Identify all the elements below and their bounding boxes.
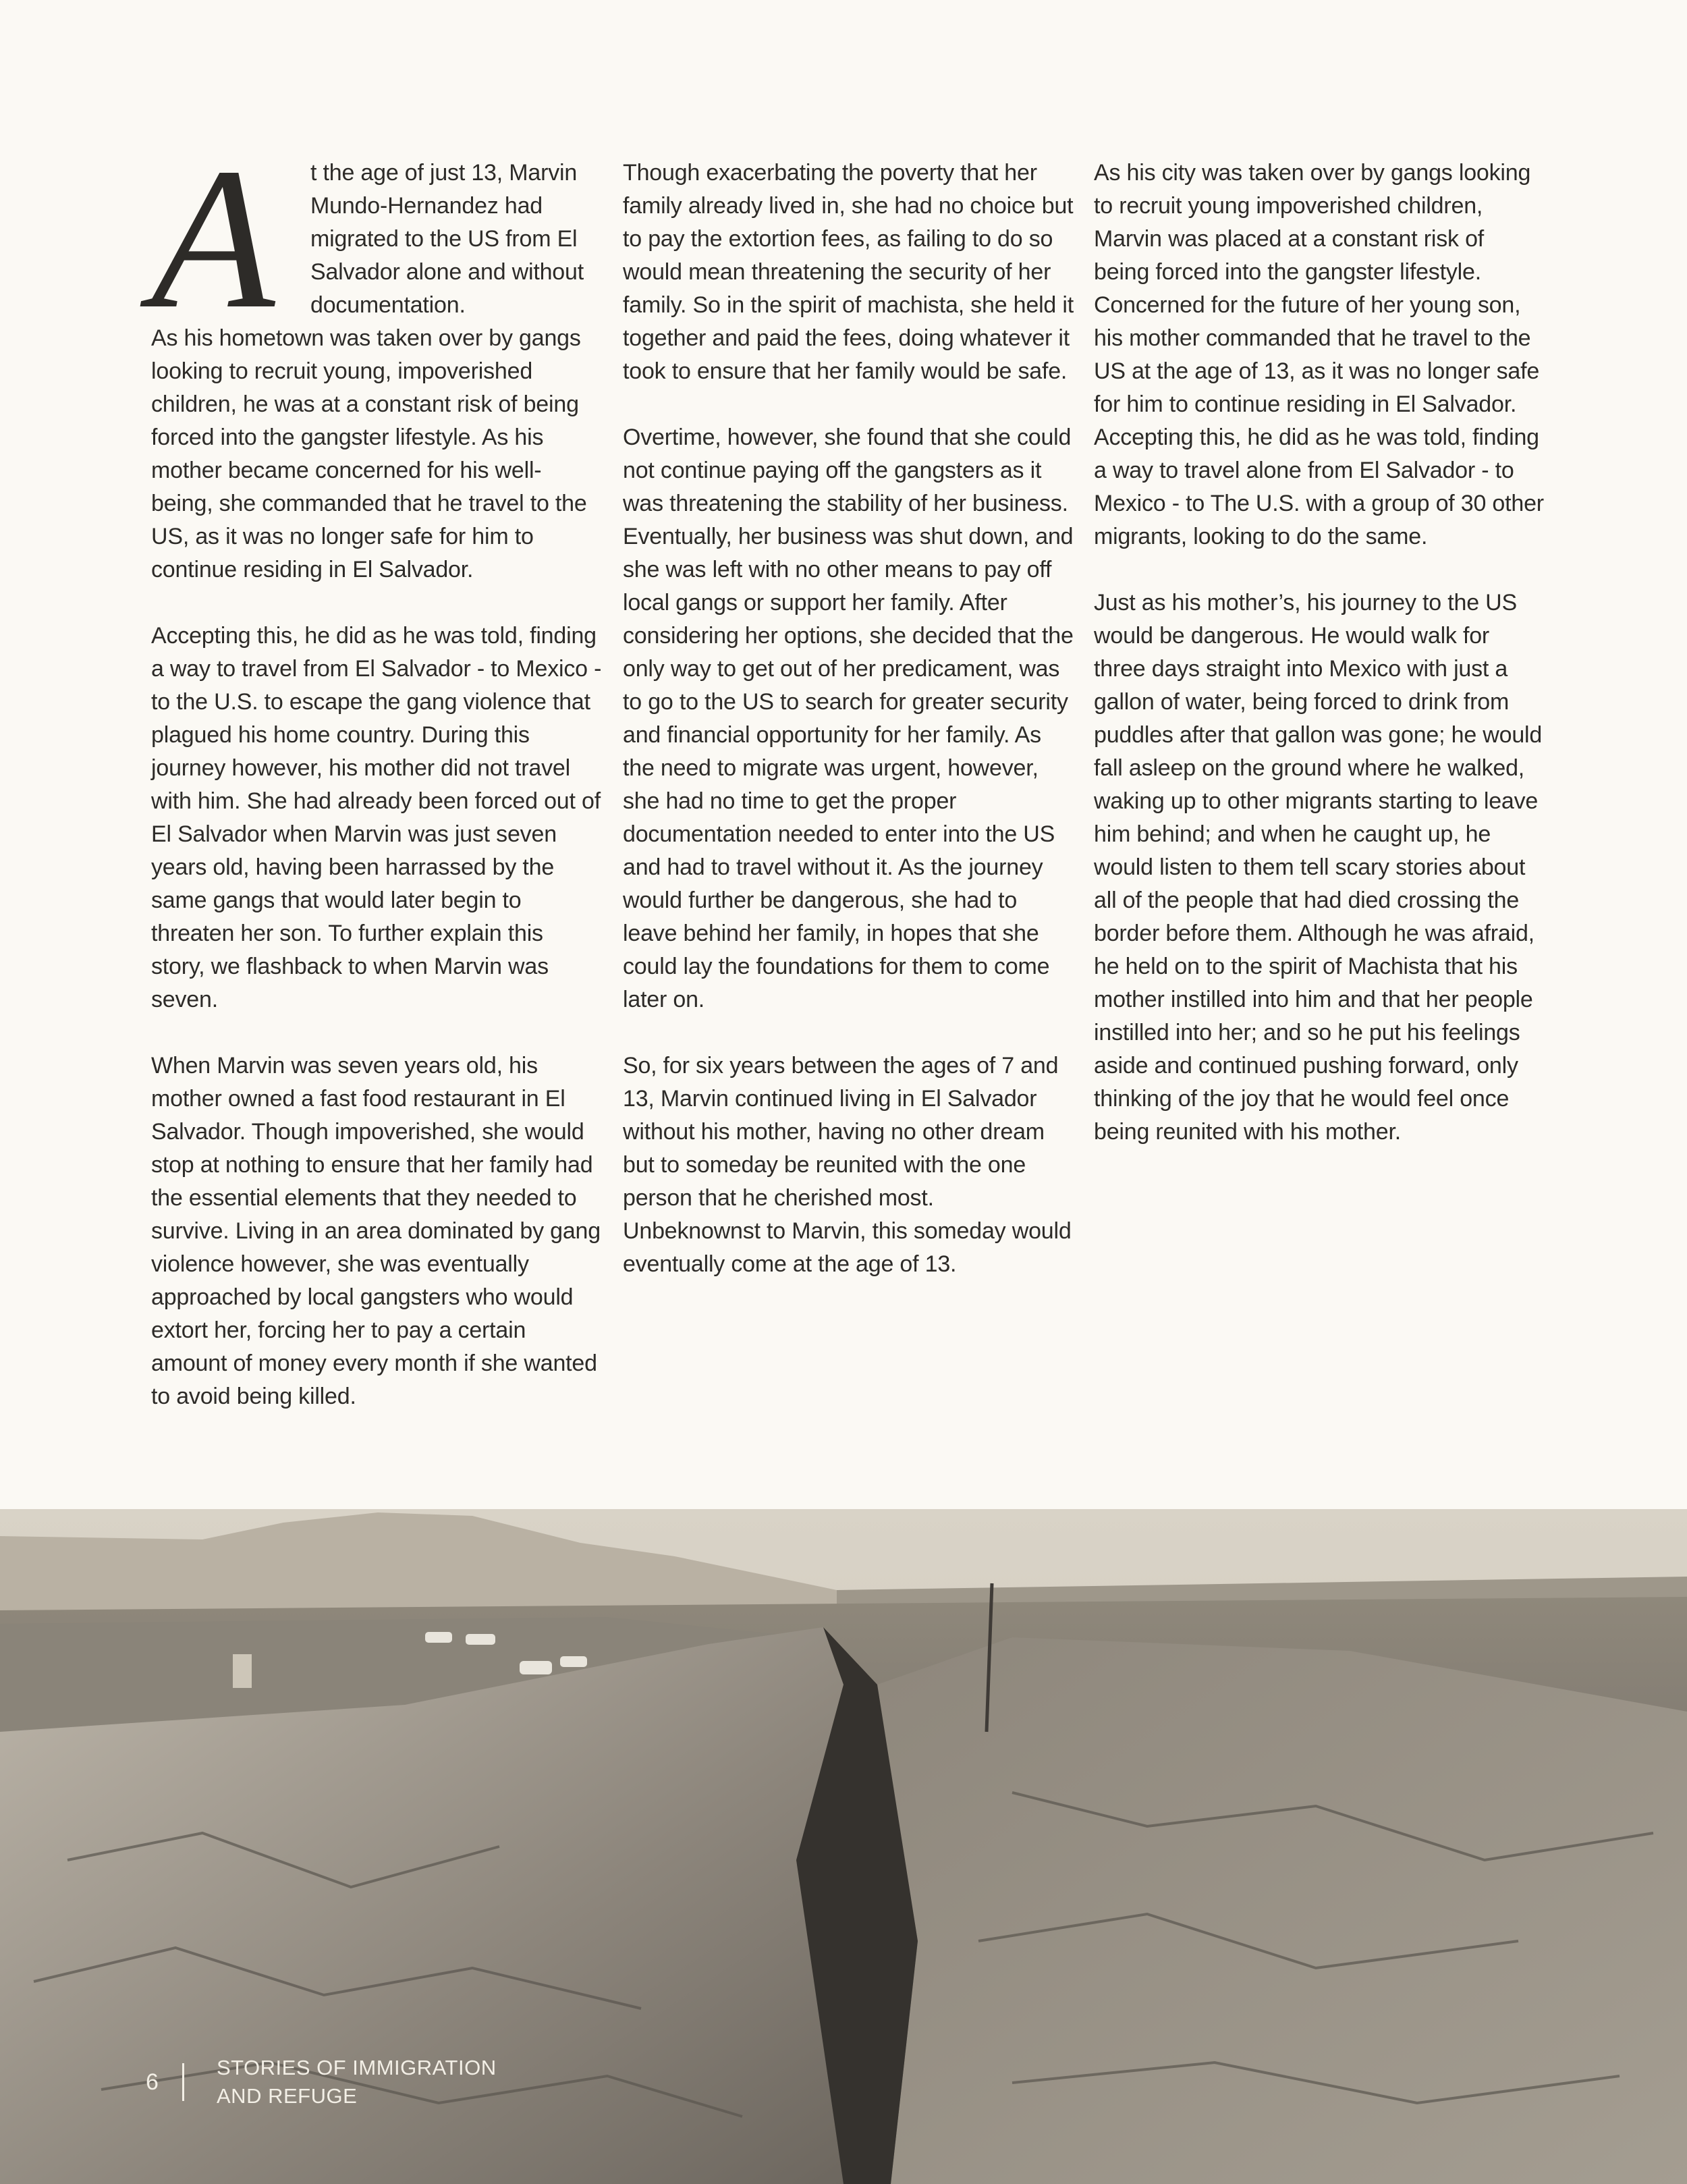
paragraph: So, for six years between the ages of 7 and 13, Marvin continued living in El Salvador without his mother, having no other dream but to someday be reunited with the one person that he cherished most. Unbeknownst to Marvin, this someday would eventually come at the age of 13.: [623, 1053, 1072, 1277]
paragraph: As his city was taken over by gangs looking to recruit young impoverished children, Marvin was placed at a constant risk of being forced into the gangster lifestyle. Concerned for the future of her young son, his mother commanded that he travel to the US at the age of 13, as it was no longer safe for him to continue residing in El Salvador. Accepting this, he did as he was told, finding a way to travel alone from El Salvador - to Mexico - to The U.S. with a group of 30 other migrants, looking to do the same.: [1094, 160, 1544, 549]
paragraph: Accepting this, he did as he was told, finding a way to travel from El Salvador - to Mexico - to the U.S. to escape the gang violence that plagued his home country. During this journey however, his mother did not travel with him. She had already been forced out of El Salvador when Marvin was just seven years old, having been harrassed by the same gangs that would later begin to threaten her son. To further explain this story, we flashback to when Marvin was seven.: [151, 623, 602, 1012]
page-number: 6: [146, 2069, 159, 2095]
publication-title-line-2: AND REFUGE: [217, 2084, 358, 2108]
paragraph: As his hometown was taken over by gangs looking to recruit young, impoverished children, he was at a constant risk of being forced into the gangster lifestyle. As his mother became concerned for his well-being, she commanded that he travel to the US, as it was no longer safe for him to continue residing in El Salvador.: [151, 325, 587, 582]
paragraph: Overtime, however, she found that she could not continue paying off the gangsters as it was threatening the stability of her business. Eventually, her business was shut down, and she was left with no other means to pay off local gangs or support her family. After considering her options, she decided that the only way to get out of her predicament, was to go to the US to search for greater security and financial opportunity for her family. As the need to migrate was urgent, however, she had no time to get the proper documentation needed to enter into the US and had to travel without it. As the journey would further be dangerous, she had to leave behind her family, in hopes that she could lay the foundations for them to come later on.: [623, 425, 1074, 1012]
lead-paragraph: t the age of just 13, Marvin Mundo-Hernandez had migrated to the US from El Salvador alone and without documentation.: [310, 160, 584, 318]
publication-title-line-1: STORIES OF IMMIGRATION: [217, 2056, 497, 2079]
article-column-2: [623, 157, 1074, 1314]
paragraph: Though exacerbating the poverty that her family already lived in, she had no choice but to pay the extortion fees, as failing to do so would mean threatening the security of her family. So in the spirit of machista, she held it together and paid the fees, doing whatever it took to ensure that her family would be safe.: [623, 160, 1074, 384]
page-footer: [146, 2055, 497, 2109]
paragraph: Just as his mother’s, his journey to the US would be dangerous. He would walk for three days straight into Mexico with just a gallon of water, being forced to drink from puddles after that gallon was gone; he would fall asleep on the ground where he walked, waking up to other migrants starting to leave him behind; and when he caught up, he would listen to them tell scary stories about all of the people that had died crossing the border before them. Although he was afraid, he held on to the spirit of Machista that his mother instilled into him and that her people instilled into her; and so he put his feelings aside and continued pushing forward, only thinking of the joy that he would feel once being reunited with his mother.: [1094, 590, 1543, 1145]
article-column-1: [151, 126, 602, 1446]
drop-cap: A: [151, 126, 275, 350]
publication-title: [217, 2054, 497, 2110]
footer-divider: [182, 2063, 184, 2101]
article-lead: [151, 126, 602, 350]
article-column-3: [1094, 157, 1545, 1182]
paragraph: When Marvin was seven years old, his mother owned a fast food restaurant in El Salvador. Though impoverished, she would stop at nothing to ensure that her family had the essential elements that they needed to survive. Living in an area dominated by gang violence however, she was eventually approached by local gangsters who would extort her, forcing her to pay a certain amount of money every month if she wanted to avoid being killed.: [151, 1053, 601, 1409]
